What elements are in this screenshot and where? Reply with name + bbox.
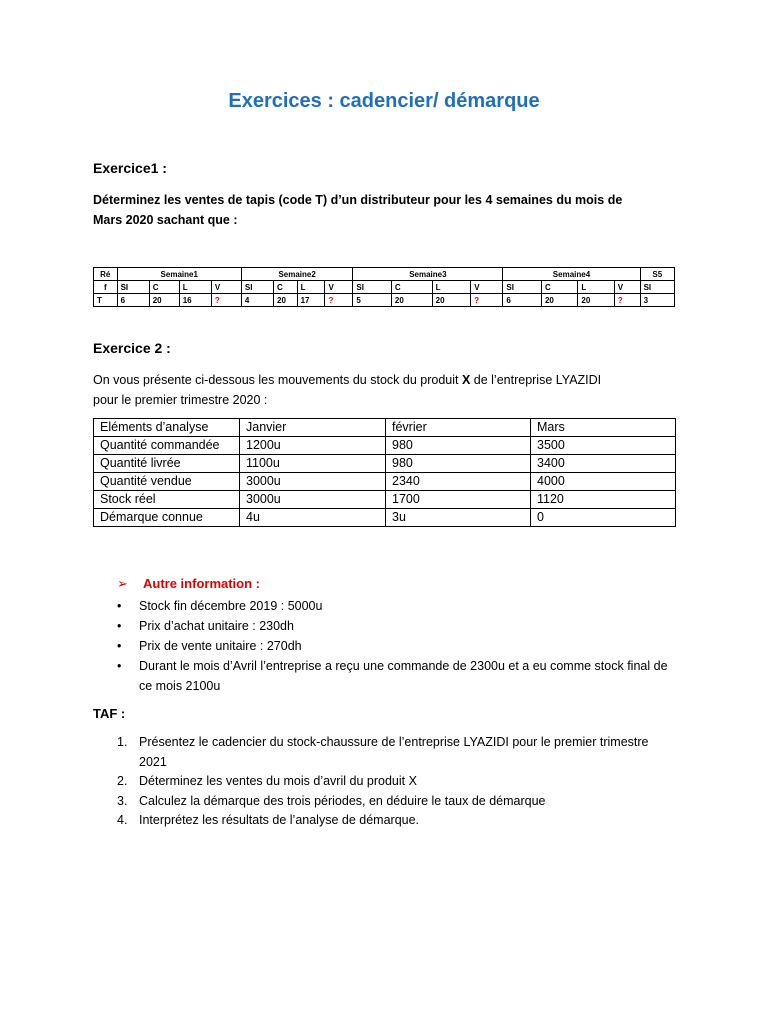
table-cell: 4 — [241, 294, 273, 307]
ref-header-cont: f — [94, 281, 118, 294]
unknown-cell: ? — [471, 294, 503, 307]
subheader-cell: V — [211, 281, 241, 294]
table-cell: 6 — [503, 294, 542, 307]
table-cell: 0 — [531, 509, 676, 527]
subheader-cell: SI — [353, 281, 392, 294]
bullet-icon: • — [117, 659, 122, 673]
table-cell: 3500 — [531, 437, 676, 455]
table-cell: Démarque connue — [94, 509, 240, 527]
page-title: Exercices : cadencier/ démarque — [228, 90, 540, 112]
week5-header: S5 — [640, 268, 674, 281]
table-header-row — [94, 419, 676, 437]
exercise1-statement-line1: Déterminez les ventes de tapis (code T) d’un distributeur pour les 4 semaines du mois de — [93, 193, 623, 207]
subheader-cell: C — [274, 281, 298, 294]
taf-task-list — [117, 733, 677, 831]
list-item-text: Prix de vente unitaire : 270dh — [139, 639, 302, 653]
info-bullet-list — [117, 596, 677, 696]
subheader-cell: C — [149, 281, 179, 294]
list-item-text: Interprétez les résultats de l’analyse de démarque. — [139, 813, 420, 827]
other-info-label: Autre information : — [143, 576, 260, 591]
subheader-cell: C — [541, 281, 577, 294]
table-cell: 3000u — [240, 473, 386, 491]
table-cell: Quantité commandée — [94, 437, 240, 455]
exercise1-statement — [93, 190, 683, 230]
table-cell: 20 — [541, 294, 577, 307]
header-cell: Mars — [531, 419, 676, 437]
list-item — [117, 811, 677, 831]
week3-header: Semaine3 — [353, 268, 503, 281]
list-number: 3. — [117, 793, 128, 808]
header-cell: février — [386, 419, 531, 437]
weekly-sales-table — [93, 267, 675, 307]
list-number: 1. — [117, 735, 128, 749]
subheader-cell: L — [432, 281, 471, 294]
table-row — [94, 294, 675, 307]
table-row — [94, 437, 676, 455]
product-code: X — [461, 373, 471, 387]
list-item — [117, 616, 677, 636]
list-item — [117, 596, 677, 616]
table-cell: 16 — [179, 294, 211, 307]
week2-header: Semaine2 — [241, 268, 352, 281]
intro-text-part1: On vous présente ci-dessous les mouvements du stock du produit — [93, 373, 462, 387]
ref-header: Ré — [94, 268, 118, 281]
list-item-text: Présentez le cadencier du stock-chaussure de l’entreprise LYAZIDI pour le premier trimestre 2021 — [139, 735, 649, 769]
table-cell: 1700 — [386, 491, 531, 509]
unknown-cell: ? — [325, 294, 353, 307]
table-cell: 17 — [297, 294, 325, 307]
list-item — [117, 656, 677, 696]
table-cell: 3u — [386, 509, 531, 527]
exercise2-intro-line1 — [93, 370, 683, 390]
list-number: 2. — [117, 774, 128, 788]
table-cell: 2340 — [386, 473, 531, 491]
table-header-row — [94, 268, 675, 281]
bullet-icon: • — [117, 599, 122, 613]
arrow-bullet-icon: ➢ — [117, 576, 128, 591]
table-cell: Quantité vendue — [94, 473, 240, 491]
table-cell: 1100u — [240, 455, 386, 473]
table-cell: 20 — [578, 294, 614, 307]
list-item — [117, 772, 677, 792]
table-cell: 4000 — [531, 473, 676, 491]
table-cell: 20 — [149, 294, 179, 307]
table-row — [94, 455, 676, 473]
header-cell: Janvier — [240, 419, 386, 437]
bullet-icon: • — [117, 639, 122, 653]
list-item-text: Déterminez les ventes du mois d’avril du produit X — [139, 774, 417, 788]
table-cell: 3 — [640, 294, 674, 307]
subheader-cell: SI — [117, 281, 149, 294]
table-cell: 1200u — [240, 437, 386, 455]
list-item-text: Stock fin décembre 2019 : 5000u — [139, 599, 323, 613]
subheader-cell: SI — [241, 281, 273, 294]
exercise1-heading: Exercice1 : — [93, 160, 167, 176]
subheader-cell: C — [391, 281, 432, 294]
table-cell: Stock réel — [94, 491, 240, 509]
taf-heading: TAF : — [93, 706, 126, 721]
subheader-cell: L — [578, 281, 614, 294]
table-cell: 5 — [353, 294, 392, 307]
stock-movements-table — [93, 418, 676, 527]
table-row — [94, 491, 676, 509]
table-cell: 6 — [117, 294, 149, 307]
list-item-text: Prix d’achat unitaire : 230dh — [139, 619, 294, 633]
subheader-cell: V — [614, 281, 640, 294]
subheader-cell: SI — [503, 281, 542, 294]
week1-header: Semaine1 — [117, 268, 241, 281]
unknown-cell: ? — [211, 294, 241, 307]
intro-text-part2: de l’entreprise LYAZIDI — [470, 373, 602, 387]
other-info-heading — [117, 576, 260, 592]
subheader-cell: L — [179, 281, 211, 294]
table-row — [94, 509, 676, 527]
list-item — [117, 792, 677, 812]
week4-header: Semaine4 — [503, 268, 640, 281]
table-cell: 1120 — [531, 491, 676, 509]
subheader-cell: V — [325, 281, 353, 294]
subheader-cell: L — [297, 281, 325, 294]
table-cell: 980 — [386, 437, 531, 455]
table-cell: 20 — [432, 294, 471, 307]
unknown-cell: ? — [614, 294, 640, 307]
table-cell: 20 — [274, 294, 298, 307]
list-number: 4. — [117, 813, 128, 827]
table-subheader-row — [94, 281, 675, 294]
table-cell: 20 — [391, 294, 432, 307]
list-item — [117, 636, 677, 656]
table-cell: 980 — [386, 455, 531, 473]
table-row — [94, 473, 676, 491]
list-item — [117, 733, 677, 772]
exercise2-heading: Exercice 2 : — [93, 340, 171, 356]
list-item-text: Durant le mois d’Avril l’entreprise a reçu une commande de 2300u et a eu comme stock final de ce mois 2100u — [139, 659, 668, 693]
table-cell: Quantité livrée — [94, 455, 240, 473]
list-item-text: Calculez la démarque des trois périodes, en déduire le taux de démarque — [139, 793, 546, 808]
bullet-icon: • — [117, 619, 122, 633]
header-cell: Eléments d’analyse — [94, 419, 240, 437]
table-cell: 3400 — [531, 455, 676, 473]
table-cell: 4u — [240, 509, 386, 527]
table-cell: 3000u — [240, 491, 386, 509]
exercise2-intro-line2: pour le premier trimestre 2020 : — [93, 393, 268, 407]
subheader-cell: V — [471, 281, 503, 294]
subheader-cell: SI — [640, 281, 674, 294]
exercise1-statement-line2: Mars 2020 sachant que : — [93, 213, 238, 227]
table-cell: T — [94, 294, 118, 307]
exercise2-intro — [93, 370, 683, 410]
